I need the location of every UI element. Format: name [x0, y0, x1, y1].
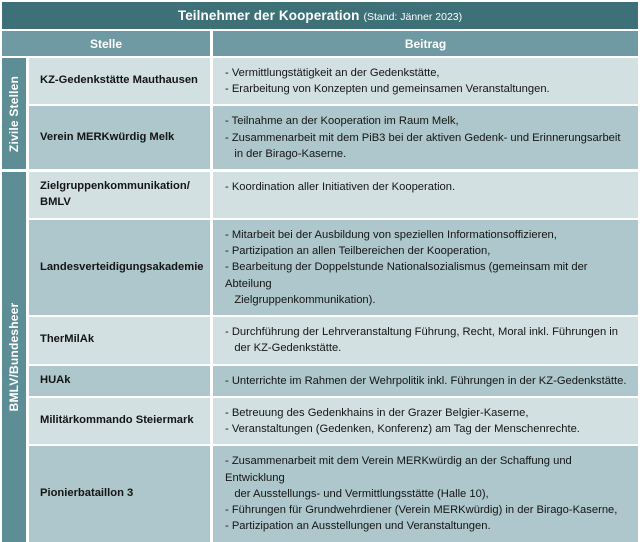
- beitrag-line-text: - Koordination aller Initiativen der Kooperation.: [225, 181, 456, 194]
- beitrag-line: [225, 243, 628, 259]
- figure-title: [178, 7, 462, 25]
- cell-beitrag: [213, 446, 638, 541]
- table-row: [29, 396, 638, 444]
- beitrag-line-text: - Veranstaltungen (Gedenken, Konferenz) am Tag der Menschenrechte.: [225, 423, 580, 436]
- table-body: [2, 58, 638, 533]
- table-row: [29, 444, 638, 541]
- cell-beitrag: [213, 220, 638, 315]
- figure-title-bar: [2, 2, 638, 29]
- cell-stelle: KZ-Gedenkstätte Mauthausen: [29, 58, 210, 104]
- beitrag-line-text: - Betreuung des Gedenkhains in der Grazer Belgier-Kaserne,: [225, 406, 529, 419]
- beitrag-line: [225, 81, 628, 97]
- group-label-zivile-stellen: [2, 58, 26, 169]
- beitrag-line-text: - Partizipation an allen Teilbereichen der Kooperation,: [225, 245, 491, 258]
- beitrag-line: [225, 227, 628, 243]
- cell-stelle: TherMilAk: [29, 317, 210, 363]
- group-rows: [29, 172, 638, 541]
- cell-beitrag: [213, 172, 638, 218]
- cell-beitrag: [213, 58, 638, 104]
- group-label-text: BMLV/Bundesheer: [7, 302, 21, 412]
- beitrag-line-text: - Zusammenarbeit mit dem PiB3 bei der aktiven Gedenk- und Erinnerungsarbeit: [225, 131, 621, 144]
- cell-beitrag: [213, 398, 638, 444]
- beitrag-line: [225, 340, 628, 356]
- beitrag-line: [225, 65, 628, 81]
- beitrag-line: [225, 518, 628, 534]
- figure-title-main: Teilnehmer der Kooperation: [177, 7, 360, 23]
- group-rows: [29, 58, 638, 169]
- cell-beitrag: [213, 317, 638, 363]
- row-group: [2, 172, 638, 541]
- beitrag-line: [225, 502, 628, 518]
- beitrag-line-text: - Mitarbeit bei der Ausbildung von speziellen Informationsoffizieren,: [225, 228, 557, 241]
- beitrag-line: [225, 292, 628, 308]
- table-row: [29, 172, 638, 218]
- beitrag-line-text: - Teilnahme an der Kooperation im Raum Melk,: [225, 115, 459, 128]
- table-row: [29, 364, 638, 396]
- column-header-row: [2, 31, 638, 56]
- beitrag-line: [225, 179, 628, 195]
- table-row: [29, 315, 638, 363]
- beitrag-line-text: - Vermittlungstätigkeit an der Gedenkstätte,: [225, 67, 440, 79]
- beitrag-line-text: - Partizipation an Ausstellungen und Veranstaltungen.: [225, 520, 491, 533]
- cell-stelle: HUAk: [29, 366, 210, 396]
- beitrag-line-text: - Unterrichte im Rahmen der Wehrpolitik inkl. Führungen in der KZ-Gedenkstätte.: [225, 374, 627, 387]
- beitrag-line: [225, 405, 628, 421]
- group-label-bmlv-bundesheer: [2, 172, 26, 541]
- cell-stelle: Militärkommando Steiermark: [29, 398, 210, 444]
- beitrag-line: [225, 421, 628, 437]
- table-row: [29, 104, 638, 169]
- beitrag-line-text: - Führungen für Grundwehrdiener (Verein MERKwürdig) in der Birago-Kaserne,: [225, 504, 618, 517]
- cell-beitrag: [213, 366, 638, 396]
- beitrag-line: [225, 130, 628, 146]
- beitrag-line: [225, 113, 628, 129]
- beitrag-line: [225, 146, 628, 162]
- beitrag-line: [225, 373, 628, 389]
- cell-stelle: Pionierbataillon 3: [29, 446, 210, 541]
- beitrag-line-text: - Zusammenarbeit mit dem Verein MERKwürdig an der Schaffung und Entwicklung: [225, 455, 575, 484]
- beitrag-line: [225, 453, 628, 485]
- cell-beitrag: [213, 106, 638, 169]
- group-label-text: Zivile Stellen: [7, 75, 21, 152]
- beitrag-line-text: der Ausstellungs- und Vermittlungsstätte (Halle 10),: [225, 487, 489, 500]
- beitrag-line-text: - Durchführung der Lehrveranstaltung Führung, Recht, Moral inkl. Führungen in: [225, 326, 619, 339]
- beitrag-line: [225, 324, 628, 340]
- row-group: [2, 58, 638, 169]
- cell-stelle: Verein MERKwürdig Melk: [29, 106, 210, 169]
- beitrag-line: [225, 486, 628, 502]
- column-header-beitrag: Beitrag: [213, 31, 638, 56]
- beitrag-line: [225, 259, 628, 291]
- cell-stelle: Zielgruppenkommunikation/ BMLV: [29, 172, 210, 218]
- beitrag-line-text: in der Birago-Kaserne.: [225, 147, 347, 160]
- table-row: [29, 58, 638, 104]
- beitrag-line-text: der KZ-Gedenkstätte.: [225, 342, 342, 355]
- table-row: [29, 218, 638, 315]
- column-header-stelle: Stelle: [2, 31, 210, 56]
- beitrag-line-text: - Erarbeitung von Konzepten und gemeinsamen Veranstaltungen.: [225, 83, 550, 96]
- cell-stelle: Landesverteidigungsakademie: [29, 220, 210, 315]
- beitrag-line-text: Zielgruppenkommunikation).: [225, 293, 376, 306]
- beitrag-line-text: - Bearbeitung der Doppelstunde Nationalsozialismus (gemeinsam mit der Abteilung: [225, 261, 591, 290]
- figure-title-sub: (Stand: Jänner 2023): [363, 10, 463, 23]
